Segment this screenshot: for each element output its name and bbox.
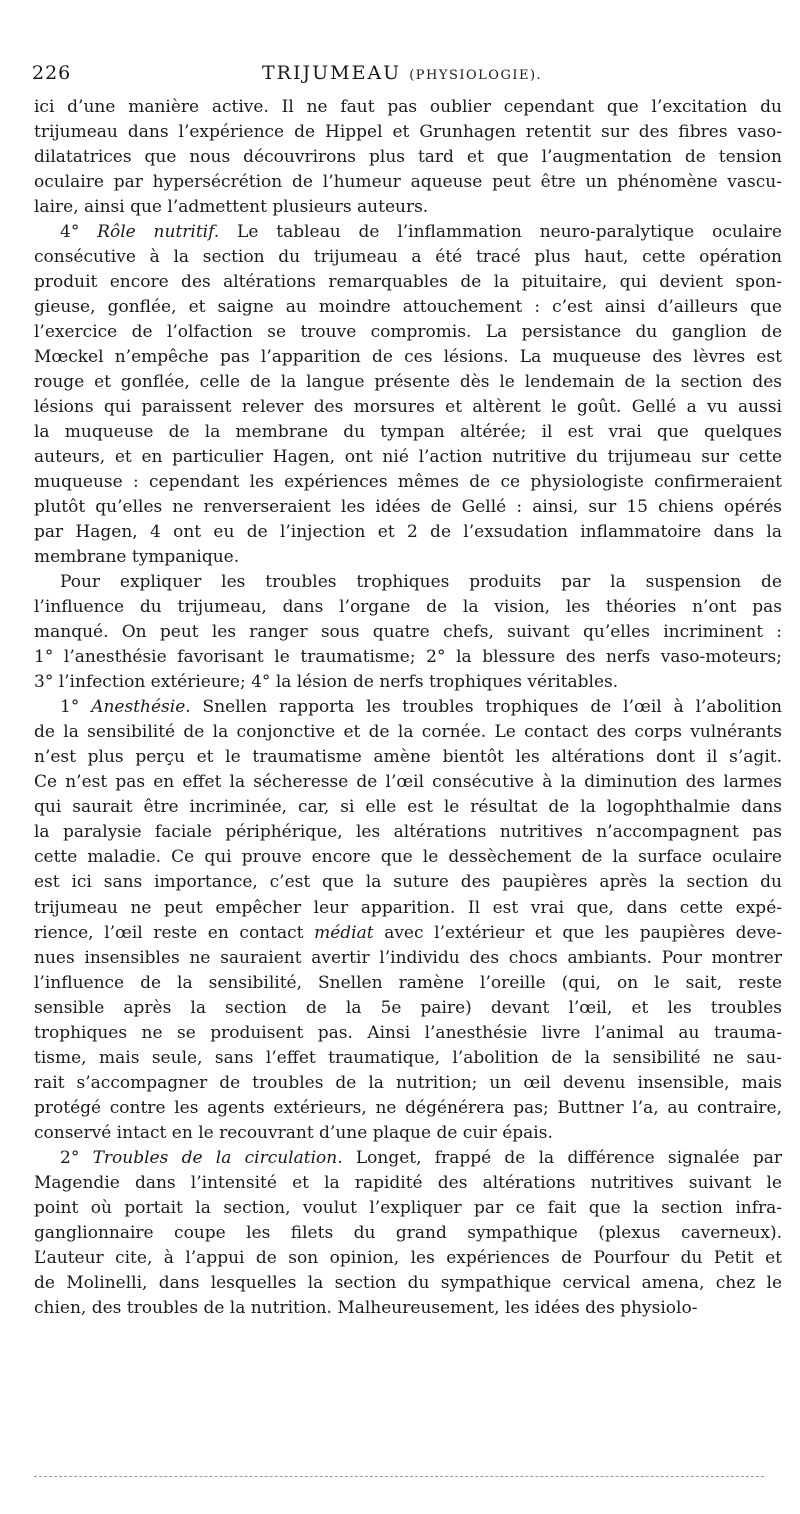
text-line (34, 195, 782, 220)
text-segment: la paralysie faciale périphérique, les altérations nutritives n’accompagnent pas (34, 822, 782, 843)
page-number: 226 (32, 62, 72, 84)
text-segment: tisme, mais seule, sans l’effet traumatique, l’abolition de la sensibilité ne sau- (34, 1047, 782, 1068)
text-line (34, 1196, 782, 1221)
text-segment: rouge et gonflée, celle de la langue présente dès le lendemain de la section des (34, 372, 782, 393)
text-segment: Longet, frappé de la différence signalée par (342, 1147, 782, 1168)
text-line (34, 445, 782, 470)
text-segment: nues insensibles ne sauraient avertir l’individu des chocs ambiants. Pour montrer (34, 947, 782, 968)
text-line (34, 470, 782, 495)
text-line (34, 870, 782, 895)
text-segment: Magendie dans l’intensité et la rapidité des altérations nutritives suivant le (34, 1172, 782, 1193)
text-segment: conservé intact en le recouvrant d’une plaque de cuir épais. (34, 1122, 553, 1143)
text-segment: protégé contre les agents extérieurs, ne dégénérera pas; Buttner l’a, au contraire, (34, 1097, 782, 1118)
text-segment: membrane tympanique. (34, 547, 240, 568)
text-segment: de la sensibilité de la conjonctive et de la cornée. Le contact des corps vulnérants (34, 722, 782, 743)
text-segment: trijumeau ne peut empêcher leur apparition. Il est vrai que, dans cette expé- (34, 897, 782, 918)
text-segment: oculaire par hypersécrétion de l’humeur aqueuse peut être un phénomène vascu- (34, 172, 782, 193)
text-line (34, 295, 782, 320)
text-segment: rience, l’œil reste en contact (34, 922, 315, 943)
text-line (34, 570, 782, 595)
text-line (34, 245, 782, 270)
text-segment: ganglionnaire coupe les filets du grand sympathique (plexus caverneux). (34, 1222, 782, 1243)
italic-term: Rôle nutritif. (97, 222, 220, 243)
text-segment: 2° (60, 1147, 93, 1168)
text-segment: avec l’extérieur et que les paupières deve- (373, 922, 782, 943)
text-line (34, 495, 782, 520)
text-line (34, 520, 782, 545)
text-line (34, 1296, 782, 1321)
text-segment: Snellen rapporta les troubles trophiques de l’œil à l’abolition (190, 697, 782, 718)
running-title-main: TRIJUMEAU (262, 62, 402, 84)
text-segment: 4° (60, 222, 98, 243)
text-line (34, 120, 782, 145)
text-line (34, 345, 782, 370)
text-segment: la muqueuse de la membrane du tympan altérée; il est vrai que quelques (34, 422, 782, 443)
text-segment: chien, des troubles de la nutrition. Malheureusement, les idées des physiolo- (34, 1297, 698, 1318)
text-segment: trijumeau dans l’expérience de Hippel et Grunhagen retentit sur des fibres vaso- (34, 122, 782, 143)
text-segment: dilatatrices que nous découvrirons plus tard et que l’augmentation de tension (34, 147, 782, 168)
text-line (34, 1046, 782, 1071)
text-line (34, 770, 782, 795)
text-line (34, 395, 782, 420)
text-segment: muqueuse : cependant les expériences mêmes de ce physiologiste confirmeraient (34, 472, 782, 493)
body-text (34, 95, 782, 1321)
footer-rule (34, 1476, 764, 1477)
text-segment: lésions qui paraissent relever des morsures et altèrent le goût. Gellé a vu aussi (34, 397, 782, 418)
text-line (34, 645, 782, 670)
text-segment: est ici sans importance, c’est que la suture des paupières après la section du (34, 872, 782, 893)
text-segment: 1° l’anesthésie favorisant le traumatisme; 2° la blessure des nerfs vaso-moteurs; (34, 647, 782, 668)
text-segment: laire, ainsi que l’admettent plusieurs auteurs. (34, 197, 429, 218)
text-line (34, 220, 782, 245)
text-segment: sensible après la section de la 5e paire) devant l’œil, et les troubles (34, 997, 782, 1018)
text-line (34, 1146, 782, 1171)
text-line (34, 695, 782, 720)
text-segment: trophiques ne se produisent pas. Ainsi l’anesthésie livre l’animal au trauma- (34, 1022, 782, 1043)
text-segment: 3° l’infection extérieure; 4° la lésion de nerfs trophiques véritables. (34, 672, 619, 693)
text-line (34, 420, 782, 445)
text-line (34, 996, 782, 1021)
text-line (34, 1096, 782, 1121)
text-segment: l’influence de la sensibilité, Snellen ramène l’oreille (qui, on le sait, reste (34, 972, 782, 993)
text-segment: point où portait la section, voulut l’expliquer par ce fait que la section infra- (34, 1197, 782, 1218)
text-line (34, 720, 782, 745)
text-line (34, 946, 782, 971)
text-line (34, 545, 782, 570)
text-segment: produit encore des altérations remarquables de la pituitaire, qui devient spon- (34, 272, 782, 293)
text-segment: n’est plus perçu et le traumatisme amène bientôt les altérations dont il s’agit. (34, 747, 782, 768)
text-line (34, 270, 782, 295)
text-line (34, 745, 782, 770)
text-line (34, 1071, 782, 1096)
running-title (262, 62, 542, 84)
text-segment: auteurs, et en particulier Hagen, ont nié l’action nutritive du trijumeau sur cette (34, 447, 782, 468)
text-segment: 1° (60, 697, 92, 718)
text-segment: gieuse, gonflée, et saigne au moindre attouchement : c’est ainsi d’ailleurs que (34, 297, 782, 318)
text-segment: cette maladie. Ce qui prouve encore que le dessèchement de la surface oculaire (34, 847, 782, 868)
italic-term: Anesthésie. (91, 697, 191, 718)
text-line (34, 971, 782, 996)
text-line (34, 595, 782, 620)
text-line (34, 320, 782, 345)
italic-term: Troubles de la circulation. (92, 1147, 343, 1168)
text-segment: qui saurait être incriminée, car, si elle est le résultat de la logophthalmie dans (34, 797, 782, 818)
text-segment: Mœckel n’empêche pas l’apparition de ces lésions. La muqueuse des lèvres est (34, 347, 782, 368)
text-line (34, 1121, 782, 1146)
italic-term: médiat (314, 922, 374, 943)
text-line (34, 1246, 782, 1271)
text-line (34, 795, 782, 820)
text-line (34, 95, 782, 120)
text-segment: plutôt qu’elles ne renverseraient les idées de Gellé : ainsi, sur 15 chiens opérés (34, 497, 782, 518)
running-header (32, 62, 768, 92)
running-title-sub: (PHYSIOLOGIE). (409, 68, 543, 83)
text-line (34, 145, 782, 170)
text-line (34, 170, 782, 195)
text-line (34, 1221, 782, 1246)
text-line (34, 820, 782, 845)
text-segment: L’auteur cite, à l’appui de son opinion, les expériences de Pourfour du Petit et (34, 1247, 782, 1268)
text-line (34, 1171, 782, 1196)
text-segment: consécutive à la section du trijumeau a été tracé plus haut, cette opération (34, 247, 782, 268)
text-segment: Le tableau de l’inflammation neuro-paralytique oculaire (219, 222, 782, 243)
text-line (34, 370, 782, 395)
text-line (34, 921, 782, 946)
text-segment: de Molinelli, dans lesquelles la section du sympathique cervical amena, chez le (34, 1272, 782, 1293)
text-segment: par Hagen, 4 ont eu de l’injection et 2 de l’exsudation inflammatoire dans la (34, 522, 782, 543)
text-line (34, 845, 782, 870)
text-line (34, 896, 782, 921)
text-line (34, 1021, 782, 1046)
text-segment: Pour expliquer les troubles trophiques produits par la suspension de (60, 572, 782, 593)
text-segment: l’exercice de l’olfaction se trouve compromis. La persistance du ganglion de (34, 322, 782, 343)
text-segment: l’influence du trijumeau, dans l’organe de la vision, les théories n’ont pas (34, 597, 782, 618)
text-line (34, 620, 782, 645)
text-segment: Ce n’est pas en effet la sécheresse de l’œil consécutive à la diminution des larmes (34, 772, 782, 793)
text-segment: manqué. On peut les ranger sous quatre chefs, suivant qu’elles incriminent : (34, 622, 782, 643)
text-line (34, 670, 782, 695)
text-line (34, 1271, 782, 1296)
text-segment: rait s’accompagner de troubles de la nutrition; un œil devenu insensible, mais (34, 1072, 782, 1093)
text-segment: ici d’une manière active. Il ne faut pas oublier cependant que l’excitation du (34, 97, 782, 117)
